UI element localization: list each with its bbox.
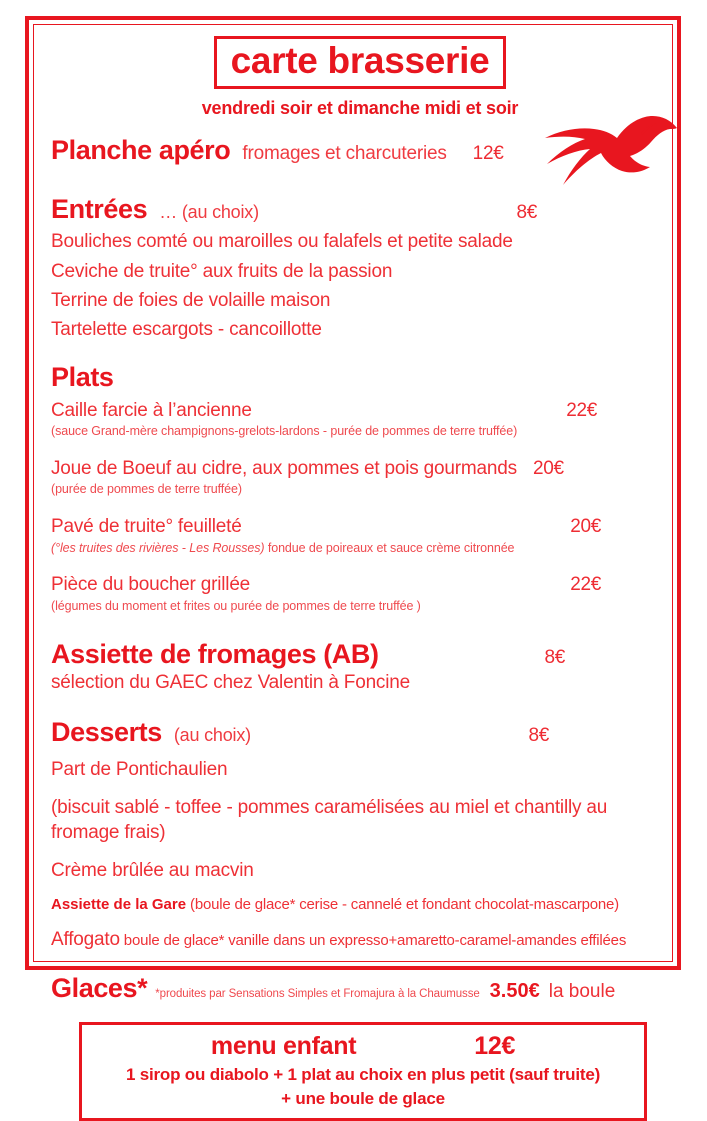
entrees-price: 8€: [516, 202, 537, 223]
plat-description-italic: (°les truites des rivières - Les Rousses): [51, 540, 265, 555]
dessert-description: (biscuit sablé - toffee - pommes caramélisées au miel et chantilly au fromage frais): [51, 796, 608, 844]
plat-description: [51, 541, 669, 557]
menu-frame: [25, 16, 681, 1108]
kids-menu-price: 12€: [474, 1031, 516, 1060]
plat-description-rest: fondue de poireaux et sauce crème citronnée: [264, 540, 515, 555]
page-title: carte brasserie: [214, 36, 507, 89]
fromages-heading: Assiette de fromages (AB): [51, 639, 379, 670]
entrees-item-list: [51, 229, 669, 343]
fromages-price: 8€: [544, 647, 565, 669]
fromages-heading-row: [51, 639, 669, 670]
list-item: Terrine de foies de volaille maison: [51, 289, 331, 311]
plat-description: (sauce Grand-mère champignons-grelots-lardons - purée de pommes de terre truffée): [51, 424, 518, 439]
plat-item: [51, 398, 669, 440]
plat-name-row: [51, 398, 669, 423]
dessert-item: [51, 795, 669, 846]
title-container: [51, 36, 669, 89]
list-item: Bouliches comté ou maroilles ou falafels et petite salade: [51, 231, 513, 253]
glaces-row: [51, 973, 669, 1004]
plat-description: (purée de pommes de terre truffée): [51, 482, 242, 497]
dessert-item: [51, 895, 669, 915]
menu-subtitle: vendredi soir et dimanche midi et soir: [201, 97, 519, 118]
menu-content: [29, 20, 685, 1108]
plat-description: (légumes du moment et frites ou purée de pommes de terre truffée ): [51, 598, 421, 613]
dessert-item: [51, 927, 669, 952]
fromages-description: sélection du GAEC chez Valentin à Foncine: [51, 672, 410, 694]
list-item: Tartelette escargots - cancoillotte: [51, 319, 322, 341]
planche-apero-name: Planche apéro: [51, 134, 231, 165]
plat-item: [51, 514, 669, 556]
entrees-note: … (au choix): [159, 202, 259, 222]
dessert-name: Crème brûlée au macvin: [51, 859, 254, 881]
dessert-name: Assiette de la Gare: [51, 896, 187, 914]
desserts-price: 8€: [528, 725, 549, 747]
plat-name-row: [51, 514, 669, 539]
plat-price: 22€: [570, 574, 601, 596]
plat-price: 20€: [570, 516, 601, 538]
plat-name-row: [51, 456, 669, 481]
desserts-heading-row: [51, 717, 669, 748]
dessert-description: (boule de glace* cerise - cannelé et fondant chocolat-mascarpone): [186, 896, 619, 914]
list-item: Ceviche de truite° aux fruits de la passion: [51, 260, 393, 282]
plat-name-row: [51, 572, 669, 597]
glaces-unit: la boule: [548, 980, 616, 1002]
plat-name: Pièce du boucher grillée: [51, 574, 251, 596]
plat-price: 22€: [566, 399, 597, 421]
kids-menu-line-1: 1 sirop ou diabolo + 1 plat au choix en plus petit (sauf truite): [125, 1064, 601, 1084]
glaces-price: 3.50€: [489, 979, 540, 1002]
dessert-description: boule de glace* vanille dans un expresso+amaretto-caramel-amandes effilées: [119, 932, 627, 950]
glaces-heading: Glaces*: [51, 972, 148, 1003]
kids-menu-title-row: [92, 1032, 634, 1061]
plat-name: Joue de Boeuf au cidre, aux pommes et pois gourmands: [51, 457, 517, 479]
planche-apero-description: fromages et charcuteries: [242, 142, 447, 164]
entrees-heading: Entrées: [51, 194, 148, 224]
desserts-note: (au choix): [173, 725, 251, 746]
planche-apero-row: [51, 135, 669, 166]
plat-name: Pavé de truite° feuilleté: [51, 516, 242, 538]
dessert-name: Part de Pontichaulien: [51, 759, 228, 781]
kids-menu-line-2: + une boule de glace: [281, 1088, 445, 1108]
dessert-item: [51, 858, 669, 883]
kids-menu-box: [79, 1022, 647, 1121]
entrees-heading-row: [51, 194, 669, 225]
plat-price: 20€: [532, 457, 564, 479]
dessert-name: Affogato: [51, 929, 120, 951]
planche-apero-price: 12€: [472, 142, 504, 164]
dessert-item: [51, 757, 669, 782]
plats-heading: Plats: [51, 361, 114, 392]
plat-item: [51, 456, 669, 498]
plat-item: [51, 572, 669, 614]
desserts-heading: Desserts: [51, 717, 162, 748]
glaces-note: *produites par Sensations Simples et Fromajura à la Chaumusse: [155, 987, 480, 1000]
plat-name: Caille farcie à l’ancienne: [51, 399, 252, 421]
kids-menu-title: menu enfant: [210, 1031, 357, 1060]
